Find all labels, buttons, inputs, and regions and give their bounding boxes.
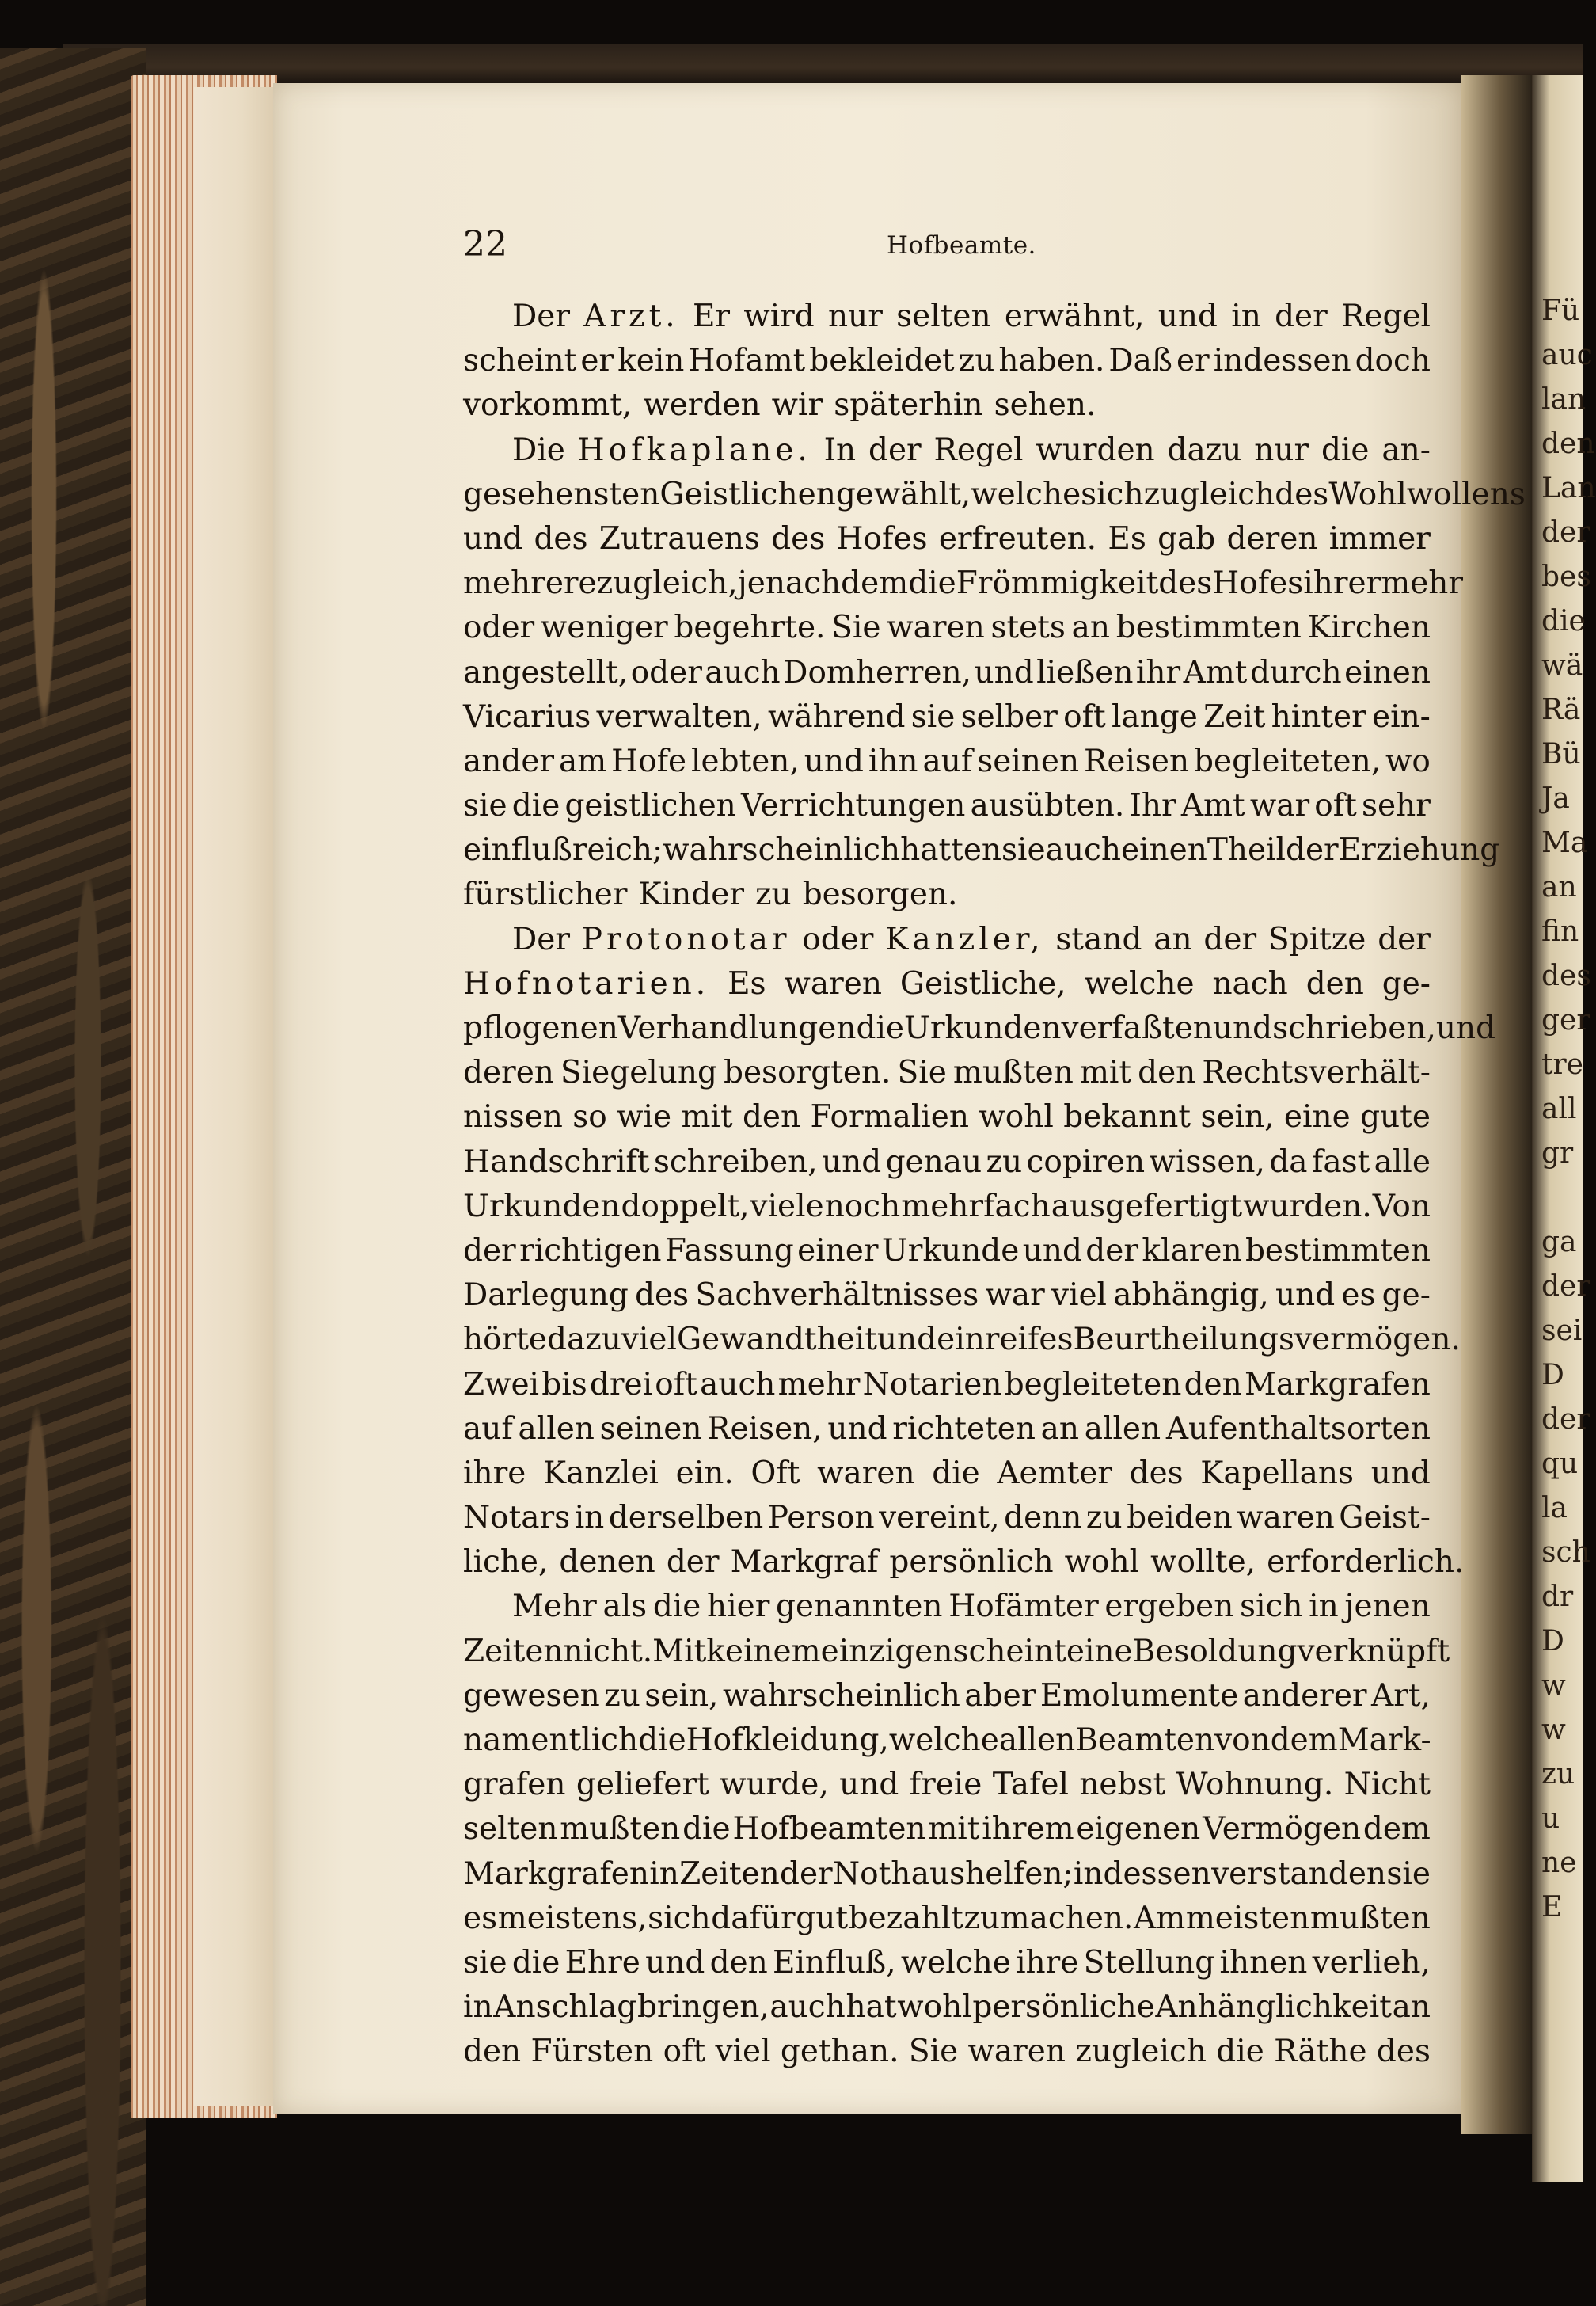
text-line: selten mußten die Hofbeamten mit ihrem eigenen Vermögen dem xyxy=(463,1811,1431,1847)
next-page-line: qu xyxy=(1541,1448,1579,1480)
text-line: in Anschlag bringen, auch hat wohl persönliche Anhänglichkeit an xyxy=(463,1989,1431,2026)
text-line: auf allen seinen Reisen, und richteten an allen Aufenthaltsorten xyxy=(463,1410,1431,1447)
text-line: ander am Hofe lebten, und ihn auf seinen Reisen begleiteten, wo xyxy=(463,743,1431,779)
text-line: Der Protonotar oder Kanzler, stand an der Spitze der xyxy=(512,921,1431,957)
text-line: sie die geistlichen Verrichtungen ausübten. Ihr Amt war oft sehr xyxy=(463,788,1431,824)
text-line: den Fürsten oft viel gethan. Sie waren zugleich die Räthe des xyxy=(463,2034,1431,2070)
next-page-line: lan xyxy=(1541,383,1586,416)
text-line: Handschrift schreiben, und genau zu copiren wissen, da fast alle xyxy=(463,1143,1431,1180)
page-number: 22 xyxy=(463,224,507,264)
next-page-line: ne xyxy=(1541,1847,1577,1879)
text-line: Urkunden doppelt, viele noch mehrfach ausgefertigt wurden. Von xyxy=(463,1188,1431,1224)
text-line: ihre Kanzlei ein. Oft waren die Aemter des Kapellans und xyxy=(463,1455,1431,1491)
next-page-line: fin xyxy=(1541,915,1579,948)
text-line: grafen geliefert wurde, und freie Tafel nebst Wohnung. Nicht xyxy=(463,1767,1431,1803)
text-line: Der Arzt. Er wird nur selten erwähnt, und in der Regel xyxy=(512,299,1431,334)
next-page-line: an xyxy=(1541,871,1577,904)
text-line: Vicarius verwalten, während sie selber oft lange Zeit hinter ein- xyxy=(463,698,1431,735)
text-line: vorkommt, werden wir späterhin sehen. xyxy=(463,387,1096,424)
text-line: sie die Ehre und den Einfluß, welche ihre Stellung ihnen verlieh, xyxy=(463,1944,1431,1981)
next-page-line: dr xyxy=(1541,1581,1574,1613)
previous-page-margin xyxy=(194,87,273,2106)
next-page-line: w xyxy=(1541,1669,1566,1702)
text-line: scheint er kein Hofamt bekleidet zu haben. Daß er indessen doch xyxy=(463,343,1431,379)
text-line: Hofnotarien. Es waren Geistliche, welche nach den ge- xyxy=(463,965,1431,1002)
next-page-line: Fü xyxy=(1541,295,1580,327)
text-line: hörte dazu viel Gewandtheit und ein reifes Beurtheilungsvermögen. xyxy=(463,1322,1461,1358)
next-page-line: Bü xyxy=(1541,738,1581,771)
next-page-line: zu xyxy=(1541,1758,1575,1790)
text-line: oder weniger begehrte. Sie waren stets an bestimmten Kirchen xyxy=(463,610,1431,646)
page-gutter xyxy=(1461,75,1532,2134)
next-page-line: auc xyxy=(1541,339,1593,371)
next-page-line xyxy=(1541,1176,1596,1220)
next-page-line: D xyxy=(1541,1625,1564,1657)
text-line: deren Siegelung besorgten. Sie mußten mit den Rechtsverhält- xyxy=(463,1055,1431,1091)
next-page-line: tre xyxy=(1541,1048,1583,1081)
text-line: pflogenen Verhandlungen die Urkunden verfaßten und schrieben, und xyxy=(463,1010,1496,1046)
next-page-edge xyxy=(1532,75,1596,2182)
next-page-line: ger xyxy=(1541,1004,1590,1037)
text-line: liche, denen der Markgraf persönlich wohl wollte, erforderlich. xyxy=(463,1544,1465,1581)
next-page-line: der xyxy=(1541,1403,1590,1436)
text-line: nissen so wie mit den Formalien wohl bekannt sein, eine gute xyxy=(463,1099,1431,1136)
text-line: es meistens, sich dafür gut bezahlt zu machen. Am meisten mußten xyxy=(463,1900,1431,1936)
text-line: und des Zutrauens des Hofes erfreuten. Es gab deren immer xyxy=(463,520,1431,557)
text-line: gesehensten Geistlichen gewählt, welche sich zugleich des Wohlwollens xyxy=(463,476,1526,512)
text-line: mehrere zugleich, je nachdem die Frömmigkeit des Hofes ihrer mehr xyxy=(463,565,1464,602)
next-page-line: sei xyxy=(1541,1315,1583,1347)
text-line: Markgrafen in Zeiten der Noth aushelfen; indessen verstanden sie xyxy=(463,1855,1431,1892)
text-line: angestellt, oder auch Domherren, und ließen ihr Amt durch einen xyxy=(463,654,1431,691)
marbled-book-board xyxy=(0,48,146,2306)
next-page-line: la xyxy=(1541,1492,1568,1524)
text-line: Notars in derselben Person vereint, denn zu beiden waren Geist- xyxy=(463,1500,1431,1536)
next-page-line: den xyxy=(1541,428,1595,460)
next-page-line: sch xyxy=(1541,1536,1590,1569)
next-page-line: bes xyxy=(1541,561,1591,593)
text-line: Mehr als die hier genannten Hofämter ergeben sich in jenen xyxy=(512,1589,1431,1625)
book-cover-top-edge xyxy=(63,44,1583,83)
next-page-line: der xyxy=(1541,1270,1590,1303)
next-page-line: Rä xyxy=(1541,694,1581,726)
next-page-line: u xyxy=(1541,1802,1560,1835)
next-page-line: wä xyxy=(1541,649,1583,682)
text-line: Zeiten nicht. Mit keinem einzigen scheint eine Besoldung verknüpft xyxy=(463,1633,1450,1669)
next-page-line: der xyxy=(1541,516,1590,549)
next-page-line: all xyxy=(1541,1093,1577,1125)
next-page-line: gr xyxy=(1541,1137,1574,1170)
text-line: Darlegung des Sachverhältnisses war viel abhängig, und es ge- xyxy=(463,1277,1431,1314)
running-head: Hofbeamte. xyxy=(887,231,1036,260)
text-line: Die Hofkaplane. In der Regel wurden dazu nur die an- xyxy=(512,432,1431,468)
next-page-line: w xyxy=(1541,1714,1566,1746)
next-page-line: D xyxy=(1541,1359,1564,1391)
text-line: einflußreich; wahrscheinlich hatten sie auch einen Theil der Erziehung xyxy=(463,832,1500,869)
next-page-line: Lan xyxy=(1541,472,1596,504)
text-line: fürstlicher Kinder zu besorgen. xyxy=(463,877,958,913)
body-text xyxy=(463,295,1526,2075)
text-line: namentlich die Hofkleidung, welche allen Beamten von dem Mark- xyxy=(463,1722,1431,1758)
text-line: Zwei bis drei oft auch mehr Notarien begleiteten den Markgrafen xyxy=(463,1366,1431,1402)
next-page-line: E xyxy=(1541,1891,1563,1924)
next-page-line: des xyxy=(1541,960,1591,992)
next-page-line: Ja xyxy=(1541,782,1570,815)
next-page-line: Ma xyxy=(1541,827,1588,859)
next-page-line: ga xyxy=(1541,1226,1577,1258)
text-line: der richtigen Fassung einer Urkunde und der klaren bestimmten xyxy=(463,1232,1431,1269)
text-line: gewesen zu sein, wahrscheinlich aber Emolumente anderer Art, xyxy=(463,1677,1431,1714)
next-page-line: die xyxy=(1541,605,1586,637)
next-page-fragment-text xyxy=(1541,289,1596,1930)
